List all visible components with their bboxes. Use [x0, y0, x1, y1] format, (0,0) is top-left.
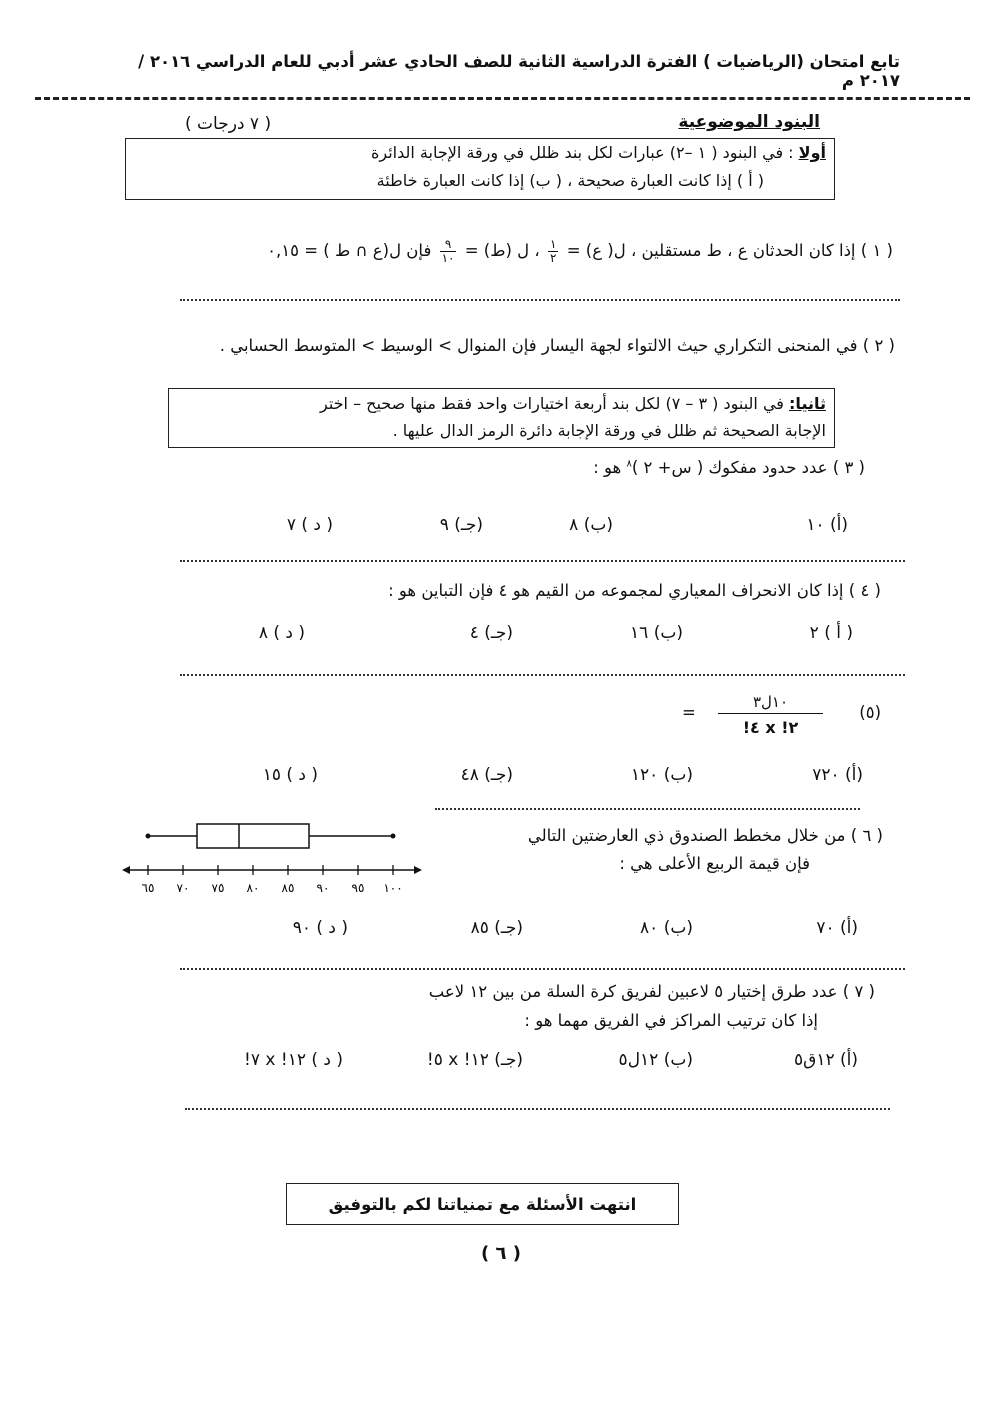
q3-option-c[interactable]: (جـ) ٩	[439, 515, 483, 535]
q5-denominator: ٢! x ٤!	[742, 718, 799, 737]
exam-header: تابع امتحان (الرياضيات ) الفترة الدراسية الثانية للصف الحادي عشر أدبي للعام الدراسي ٢٠١٦ / ٢٠١٧ م	[138, 52, 900, 90]
header-divider	[35, 97, 970, 100]
q3-power: ٨	[626, 458, 632, 470]
q7-answer-line	[185, 1108, 890, 1110]
q4-option-d[interactable]: ( د ) ٨	[258, 623, 305, 643]
question-3	[593, 458, 865, 477]
part2-instructions-box	[168, 388, 835, 448]
number-line-left-arrow	[122, 866, 130, 874]
q1-text-c: فإن ل(ع ∩ ط ) = ٠,١٥	[267, 241, 432, 260]
axis-tick-label: ٨٥	[281, 881, 295, 895]
closing-text: انتهت الأسئلة مع تمنياتنا لكم بالتوفيق	[328, 1195, 637, 1214]
axis-tick-label: ٦٥	[141, 881, 155, 895]
section-title: البنود الموضوعية	[678, 112, 820, 132]
boxplot-max-point	[391, 834, 396, 839]
axis-tick-label: ٧٠	[176, 881, 190, 895]
q1-frac1-num: ١	[550, 237, 557, 251]
q4-answer-line	[180, 674, 905, 676]
q7-line1: ( ٧ ) عدد طرق إختيار ٥ لاعبين لفريق كرة السلة من بين ١٢ لاعب	[428, 982, 875, 1001]
q5-option-c[interactable]: (جـ) ٤٨	[460, 765, 513, 785]
q6-option-d[interactable]: ( د ) ٩٠	[292, 918, 348, 938]
q3-option-d[interactable]: ( د ) ٧	[286, 515, 333, 535]
q6-line1: ( ٦ ) من خلال مخطط الصندوق ذي العارضتين التالي	[527, 826, 883, 845]
q6-option-c[interactable]: (جـ) ٨٥	[470, 918, 523, 938]
q3-text-a: ( ٣ ) عدد حدود مفكوك ( س+ ٢ )	[631, 458, 865, 477]
q1-fraction-2	[440, 238, 457, 265]
q3-option-b[interactable]: (ب) ٨	[569, 515, 613, 535]
part2-line1: في البنود ( ٣ – ٧) لكل بند أربعة اختيارات واحد فقط منها صحيح – اختر	[319, 394, 784, 413]
number-line-right-arrow	[414, 866, 422, 874]
page-number: ( ٦ )	[481, 1243, 521, 1264]
q1-fraction-1	[548, 238, 558, 265]
question-2: ( ٢ ) في المنحنى التكراري حيث الالتواء لجهة اليسار فإن المنوال > الوسيط > المتوسط الحسابي .	[219, 336, 895, 355]
q1-frac2-den: ١٠	[441, 251, 455, 265]
q5-equals: =	[682, 703, 696, 722]
q1-frac1-den: ٢	[550, 251, 557, 265]
q5-label: (٥)	[859, 703, 881, 722]
boxplot-box	[197, 824, 309, 848]
q1-text-a: ( ١ ) إذا كان الحدثان ع ، ط مستقلين ، ل( ع) =	[566, 241, 893, 260]
axis-tick-label: ٩٠	[316, 881, 330, 895]
question-4: ( ٤ ) إذا كان الانحراف المعياري لمجموعه من القيم هو ٤ فإن التباين هو :	[388, 581, 881, 600]
q5-option-a[interactable]: (أ) ٧٢٠	[812, 765, 863, 785]
q4-option-b[interactable]: (ب) ١٦	[630, 623, 683, 643]
q6-answer-line	[180, 968, 905, 970]
part1-instructions-box	[125, 138, 835, 200]
q7-line2: إذا كان ترتيب المراكز في الفريق مهما هو :	[524, 1011, 818, 1030]
q3-text-b: هو :	[593, 458, 622, 477]
q5-option-b[interactable]: (ب) ١٢٠	[630, 765, 693, 785]
q5-numerator: ١٠ل٣	[718, 693, 823, 714]
q4-option-a[interactable]: ( أ ) ٢	[809, 623, 853, 643]
q6-line2: فإن قيمة الربيع الأعلى هي :	[619, 854, 810, 873]
q1-answer-line	[180, 299, 900, 301]
q7-option-d[interactable]: ( د ) ١٢! x ٧!	[244, 1050, 343, 1070]
q5-option-d[interactable]: ( د ) ١٥	[262, 765, 318, 785]
q4-option-c[interactable]: (جـ) ٤	[469, 623, 513, 643]
question-1	[267, 238, 893, 265]
q6-option-a[interactable]: (أ) ٧٠	[816, 918, 858, 938]
closing-box	[286, 1183, 679, 1225]
q1-text-b: ، ل (ط) =	[464, 241, 540, 260]
box-whisker-plot	[118, 818, 428, 900]
q1-frac2-num: ٩	[440, 238, 457, 252]
q7-option-b[interactable]: (ب) ١٢ل٥	[618, 1050, 693, 1070]
part1-line2: ( أ ) إذا كانت العبارة صحيحة ، ( ب) إذا كانت العبارة خاطئة	[376, 171, 764, 190]
axis-tick-label: ٩٥	[351, 881, 365, 895]
part1-line1: : في البنود ( ١ –٢) عبارات لكل بند ظلل في ورقة الإجابة الدائرة	[371, 143, 794, 162]
q5-answer-line	[435, 808, 860, 810]
q5-expression	[718, 693, 823, 737]
q7-option-a[interactable]: (أ) ١٢ق٥	[793, 1050, 858, 1070]
q7-option-c[interactable]: (جـ) ١٢! x ٥!	[426, 1050, 523, 1070]
section-grade: ( ٧ درجات )	[185, 114, 272, 134]
part1-label: أولا	[798, 143, 826, 162]
axis-tick-label: ٨٠	[246, 881, 260, 895]
q3-answer-line	[180, 560, 905, 562]
axis-tick-label: ١٠٠	[383, 881, 403, 895]
boxplot-min-point	[146, 834, 151, 839]
part2-label: ثانيا:	[789, 394, 826, 413]
axis-tick-label: ٧٥	[211, 881, 225, 895]
q3-option-a[interactable]: (أ) ١٠	[806, 515, 848, 535]
part2-line2: الإجابة الصحيحة ثم ظلل في ورقة الإجابة دائرة الرمز الدال عليها .	[392, 421, 826, 440]
q6-option-b[interactable]: (ب) ٨٠	[640, 918, 693, 938]
